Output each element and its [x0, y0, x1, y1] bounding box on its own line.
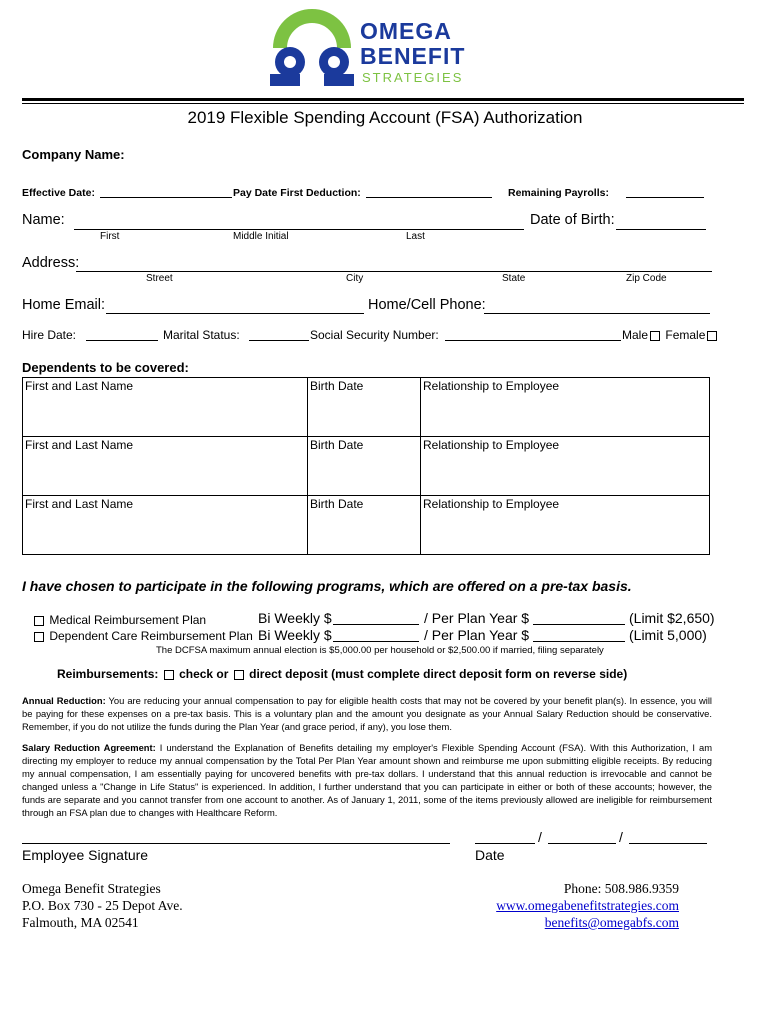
page-title: 2019 Flexible Spending Account (FSA) Authorization — [187, 108, 583, 127]
hire-date-field[interactable] — [86, 340, 158, 341]
dependent-birth-cell[interactable]: Birth Date — [308, 437, 421, 496]
footer-email-link[interactable]: benefits@omegabfs.com — [544, 915, 679, 930]
dependent-care-label: Dependent Care Reimbursement Plan — [49, 629, 253, 643]
medical-plan-checkbox[interactable] — [34, 616, 44, 626]
dependent-birth-cell[interactable]: Birth Date — [308, 378, 421, 437]
phone-label: Home/Cell Phone: — [368, 297, 486, 313]
check-checkbox[interactable] — [164, 670, 174, 680]
date-label: Date — [475, 847, 505, 863]
logo-text-strategies: STRATEGIES — [362, 70, 464, 85]
dependent-biweekly-label: Bi Weekly $ — [258, 627, 332, 643]
dob-label: Date of Birth: — [530, 212, 615, 228]
medical-perplan-field[interactable] — [533, 624, 625, 625]
home-email-label: Home Email: — [22, 297, 105, 313]
annual-reduction-text: You are reducing your annual compensation to pay for eligible health costs that may not be covered by your benefit plan(s). In essence, you will be paying for these expenses on a pre-tax basis. This is a voluntary plan and the amount you designate as your Annual Salary Reduction should be conservative. Remember, if you do not utilize the funds during the Plan Year (and grace period, if any), you lose them. — [22, 695, 712, 732]
medical-plan-label: Medical Reimbursement Plan — [49, 613, 207, 627]
medical-biweekly-field[interactable] — [333, 624, 419, 625]
date-day-field[interactable] — [548, 843, 616, 844]
home-email-field[interactable] — [106, 313, 364, 314]
female-label: Female — [665, 328, 706, 342]
table-row — [23, 378, 710, 437]
salary-reduction-text: I understand the Explanation of Benefits detailing my employer's Flexible Spending Account (FSA). With this Authorization, I am directing my employer to reduce my annual compensation by the Total Per Plan Year amount shown and reimburse me upon submitting eligible receipts. By reducing my annual compensation, I am essentially paying for uncovered benefits with pre-tax dollars. I understand that this annual reduction is irrevocable and cannot be changed unless a "Change in Life Status" is experienced. In addition, I further understand that you can participate in either or both of these accounts; however, the funds are separate and you cannot transfer from one account to another. As of January 1, 2011, some of the items previously allowed are ineligible for reimbursement through an FSA plan due to changes with Healthcare Reform. — [22, 742, 713, 818]
company-name-label: Company Name: — [22, 147, 125, 162]
header-rule — [22, 98, 744, 101]
dcfsa-note: The DCFSA maximum annual election is $5,000.00 per household or $2,500.00 if married, filing separately — [156, 645, 604, 656]
date-year-field[interactable] — [629, 843, 707, 844]
programs-heading: I have chosen to participate in the following programs, which are offered on a pre-tax basis. — [22, 578, 632, 594]
ssn-label: Social Security Number: — [310, 328, 439, 342]
middle-initial-caption: Middle Initial — [233, 231, 289, 242]
check-label: check or — [179, 667, 229, 681]
first-name-caption: First — [100, 231, 120, 242]
salary-reduction-paragraph — [22, 741, 712, 819]
effective-date-label: Effective Date: — [22, 187, 95, 199]
medical-biweekly-label: Bi Weekly $ — [258, 610, 332, 626]
hire-date-label: Hire Date: — [22, 328, 77, 342]
footer-address: P.O. Box 730 - 25 Depot Ave. — [22, 898, 183, 913]
dependent-limit: (Limit 5,000) — [629, 627, 707, 643]
logo-text-omega: OMEGA — [360, 18, 452, 44]
date-month-field[interactable] — [475, 843, 535, 844]
medical-perplan-label: / Per Plan Year $ — [424, 610, 530, 626]
logo-text-benefit: BENEFIT — [360, 43, 466, 69]
dependent-care-checkbox[interactable] — [34, 632, 44, 642]
address-label: Address: — [22, 255, 80, 271]
pay-date-label: Pay Date First Deduction: — [233, 187, 361, 199]
dependent-biweekly-field[interactable] — [333, 641, 419, 642]
dependent-relationship-cell[interactable]: Relationship to Employee — [421, 437, 710, 496]
signature-field[interactable] — [22, 843, 450, 844]
date-separator-2: / — [619, 829, 623, 845]
footer-phone: Phone: 508.986.9359 — [563, 881, 679, 896]
remaining-payrolls-label: Remaining Payrolls: — [508, 187, 609, 199]
reimbursements-line — [57, 667, 627, 681]
direct-deposit-checkbox[interactable] — [234, 670, 244, 680]
footer-website-link[interactable]: www.omegabenefitstrategies.com — [496, 898, 679, 913]
direct-deposit-label: direct deposit (must complete direct deposit form on reverse side) — [249, 667, 628, 681]
dependents-table — [22, 377, 710, 555]
gender-options — [622, 328, 719, 342]
footer-city: Falmouth, MA 02541 — [22, 915, 139, 930]
dependent-name-cell[interactable]: First and Last Name — [23, 437, 308, 496]
company-logo — [266, 4, 486, 90]
dependent-perplan-label: / Per Plan Year $ — [424, 627, 530, 643]
street-caption: Street — [146, 273, 173, 284]
medical-limit: (Limit $2,650) — [629, 610, 715, 626]
marital-status-field[interactable] — [249, 340, 309, 341]
table-row — [23, 437, 710, 496]
female-checkbox[interactable] — [707, 331, 717, 341]
pay-date-field[interactable] — [366, 197, 492, 198]
ssn-field[interactable] — [445, 340, 621, 341]
marital-status-label: Marital Status: — [163, 328, 240, 342]
name-field[interactable] — [74, 229, 524, 230]
date-separator-1: / — [538, 829, 542, 845]
dependent-name-cell[interactable]: First and Last Name — [23, 496, 308, 555]
dependent-perplan-field[interactable] — [533, 641, 625, 642]
annual-reduction-label: Annual Reduction: — [22, 695, 106, 706]
zip-caption: Zip Code — [626, 273, 667, 284]
dependent-care-option — [32, 629, 253, 643]
footer-company: Omega Benefit Strategies — [22, 881, 161, 896]
salary-reduction-label: Salary Reduction Agreement: — [22, 742, 156, 753]
dependent-birth-cell[interactable]: Birth Date — [308, 496, 421, 555]
effective-date-field[interactable] — [100, 197, 232, 198]
omega-logo-icon — [266, 4, 358, 88]
remaining-payrolls-field[interactable] — [626, 197, 704, 198]
male-label: Male — [622, 328, 649, 342]
table-row — [23, 496, 710, 555]
dob-field[interactable] — [616, 229, 706, 230]
reimbursements-label: Reimbursements: — [57, 667, 159, 681]
dependent-relationship-cell[interactable]: Relationship to Employee — [421, 496, 710, 555]
state-caption: State — [502, 273, 526, 284]
annual-reduction-paragraph — [22, 694, 712, 733]
name-label: Name: — [22, 212, 65, 228]
dependent-relationship-cell[interactable]: Relationship to Employee — [421, 378, 710, 437]
employee-signature-label: Employee Signature — [22, 847, 149, 863]
last-name-caption: Last — [406, 231, 425, 242]
address-field[interactable] — [76, 271, 712, 272]
medical-plan-option — [32, 613, 206, 627]
header-rule-thin — [22, 103, 744, 104]
phone-field[interactable] — [484, 313, 710, 314]
dependents-heading: Dependents to be covered: — [22, 360, 189, 375]
male-checkbox[interactable] — [650, 331, 660, 341]
dependent-name-cell[interactable]: First and Last Name — [23, 378, 308, 437]
city-caption: City — [346, 273, 364, 284]
